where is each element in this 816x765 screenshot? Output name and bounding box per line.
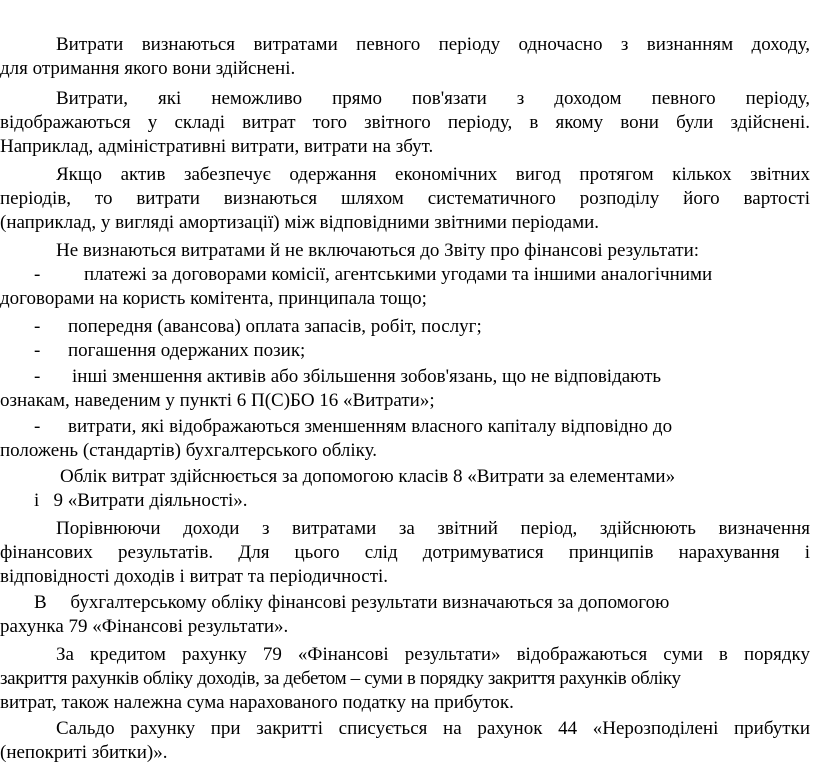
p3-line1: Якщо актив забезпечує одержання економічних вигод протягом кількох звітних bbox=[56, 164, 810, 185]
list-item-5-line1: витрати, які відображаються зменшенням власного капіталу відповідно до bbox=[68, 416, 673, 437]
p3-line2: періодів, то витрати визнаються шляхом систематичного розподілу його вартості bbox=[0, 188, 810, 209]
list-item-5-line2: положень (стандартів) бухгалтерського обліку. bbox=[0, 440, 377, 461]
credit-line3: витрат, також належна сума нарахованого податку на прибуток. bbox=[0, 692, 514, 713]
list-item-4-line1: інші зменшення активів або збільшення зобов'язань, що не відповідають bbox=[72, 366, 662, 387]
p1-line2: для отримання якого вони здійснені. bbox=[0, 58, 296, 79]
credit-line2: закриття рахунків обліку доходів, за дебетом – суми в порядку закриття рахунків обліку bbox=[0, 668, 681, 689]
list-dash: - bbox=[34, 316, 41, 337]
p2-line3: Наприклад, адміністративні витрати, витрати на збут. bbox=[0, 136, 434, 157]
list-dash: - bbox=[34, 340, 41, 361]
list-item-3: погашення одержаних позик; bbox=[68, 340, 306, 361]
list-dash: - bbox=[34, 264, 41, 285]
list-dash: - bbox=[34, 366, 41, 387]
p1-line1: Витрати визнаються витратами певного періоду одночасно з визнанням доходу, bbox=[56, 34, 810, 55]
list-item-2: попередня (авансова) оплата запасів, робіт, послуг; bbox=[68, 316, 482, 337]
compare-line2: фінансових результатів. Для цього слід дотримуватися принципів нарахування і bbox=[0, 542, 810, 563]
account79-line2: рахунка 79 «Фінансові результати». bbox=[0, 616, 289, 637]
balance-line1: Сальдо рахунку при закритті списується на рахунок 44 «Нерозподілені прибутки bbox=[56, 718, 810, 739]
list-item-1-line2: договорами на користь комітента, принципала тощо; bbox=[0, 288, 427, 309]
p2-line2: відображаються у складі витрат того звітного періоду, в якому вони були здійснені. bbox=[0, 112, 810, 133]
classes-line2: і 9 «Витрати діяльності». bbox=[34, 490, 248, 511]
p3-line3: (наприклад, у вигляді амортизації) між відповідними звітними періодами. bbox=[0, 212, 600, 233]
account79-line1: В бухгалтерському обліку фінансові результати визначаються за допомогою bbox=[34, 592, 670, 613]
balance-line2: (непокриті збитки)». bbox=[0, 742, 168, 763]
list-dash: - bbox=[34, 416, 41, 437]
p4-line1: Не визнаються витратами й не включаються до Звіту про фінансові результати: bbox=[56, 240, 700, 261]
p2-line1: Витрати, які неможливо прямо пов'язати з доходом певного періоду, bbox=[56, 88, 810, 109]
compare-line1: Порівнюючи доходи з витратами за звітний період, здійснюють визначення bbox=[56, 518, 810, 539]
credit-line1: За кредитом рахунку 79 «Фінансові результати» відображаються суми в порядку bbox=[56, 644, 810, 665]
list-item-1-line1: платежі за договорами комісії, агентськими угодами та іншими аналогічними bbox=[84, 264, 713, 285]
list-item-4-line2: ознакам, наведеним у пункті 6 П(С)БО 16 «Витрати»; bbox=[0, 390, 435, 411]
compare-line3: відповідності доходів і витрат та періодичності. bbox=[0, 566, 389, 587]
classes-line1: Облік витрат здійснюється за допомогою класів 8 «Витрати за елементами» bbox=[60, 466, 676, 487]
